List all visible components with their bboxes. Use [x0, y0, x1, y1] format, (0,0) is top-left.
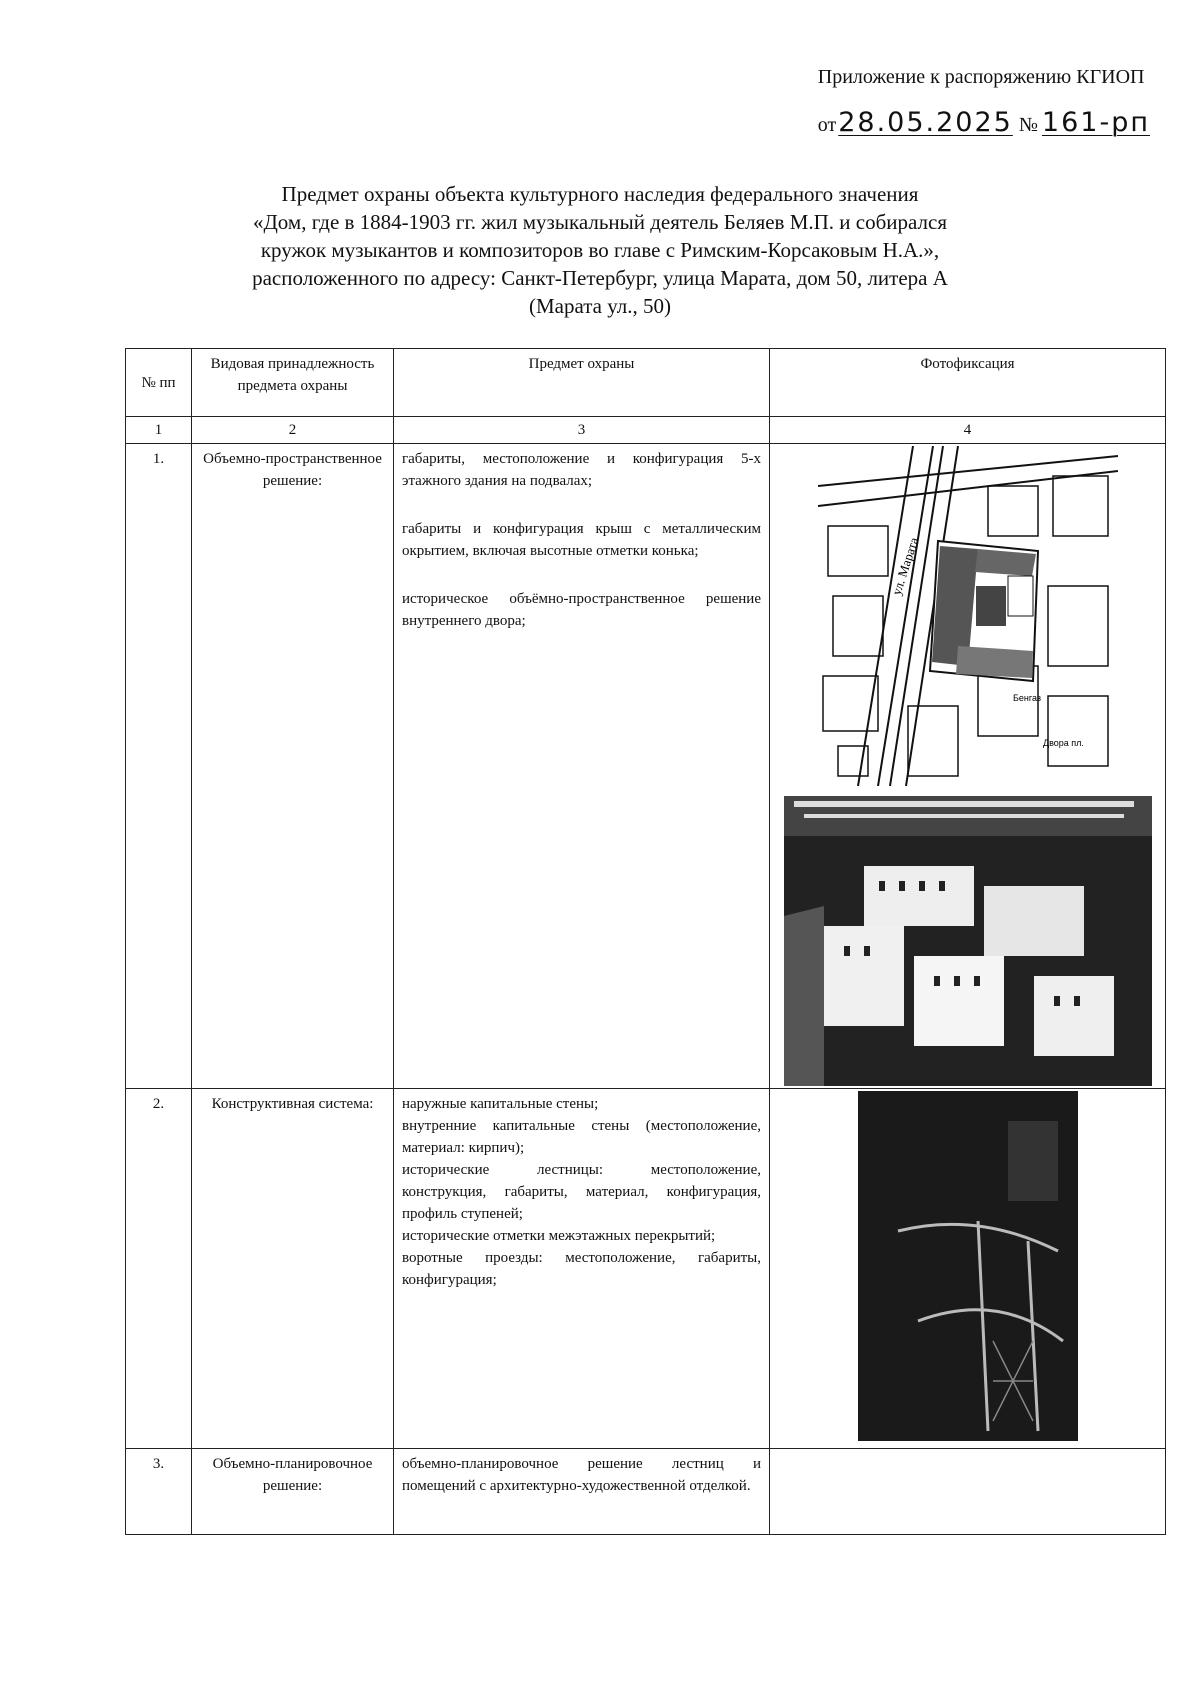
title-line: расположенного по адресу: Санкт-Петербург, улица Марата, дом 50, литера А — [252, 266, 948, 290]
photo-cell — [770, 1449, 1166, 1535]
row-number: 3. — [126, 1449, 192, 1535]
column-number: 1 — [126, 417, 192, 444]
title-line: «Дом, где в 1884-1903 гг. жил музыкальный деятель Беляев М.П. и собирался — [252, 210, 947, 234]
number-prefix: № — [1018, 114, 1038, 136]
subject-item: габариты, местоположение и конфигурация 5-х этажного здания на подвалах; — [402, 451, 761, 489]
staircase-photo-image — [858, 1091, 1078, 1441]
site-map-image — [818, 446, 1118, 786]
photo-cell — [770, 444, 1166, 1089]
row-type: Объемно-пространственное решение: — [192, 444, 394, 1089]
subject-item: воротные проезды: местоположение, габариты, конфигурация; — [402, 1250, 761, 1288]
order-date: 28.05.2025 — [838, 107, 1013, 138]
map-label: Бенгаз — [1012, 693, 1041, 703]
subject-item: исторические лестницы: местоположение, конструкция, габариты, материал, конфигурация, профиль ступеней; — [402, 1162, 761, 1222]
subject-item: историческое объёмно-пространственное решение внутреннего двора; — [402, 591, 761, 629]
order-reference — [818, 107, 1150, 138]
subject-item: объемно-планировочное решение лестниц и помещений с архитектурно-художественной отделкой. — [402, 1456, 761, 1494]
aerial-photo-image — [784, 796, 1152, 1086]
table-row — [126, 1089, 1166, 1449]
subject-item: наружные капитальные стены; — [402, 1096, 599, 1112]
row-subject — [394, 1089, 770, 1449]
table-row — [126, 1449, 1166, 1535]
map-street-label: ул. Марата — [888, 535, 921, 597]
title-line: Предмет охраны объекта культурного наследия федерального значения — [281, 182, 919, 206]
photo-cell — [770, 1089, 1166, 1449]
row-number: 2. — [126, 1089, 192, 1449]
header-photo: Фотофиксация — [770, 349, 1166, 417]
protection-subject-table — [125, 348, 1166, 1535]
table-row — [126, 444, 1166, 1089]
subject-item: исторические отметки межэтажных перекрытий; — [402, 1228, 716, 1244]
appendix-title: Приложение к распоряжению КГИОП — [817, 66, 1145, 88]
order-number: 161-рп — [1041, 107, 1150, 138]
subject-item: внутренние капитальные стены (местоположение, материал: кирпич); — [402, 1118, 761, 1156]
row-type: Объемно-планировочное решение: — [192, 1449, 394, 1535]
column-number: 3 — [394, 417, 770, 444]
header-subject: Предмет охраны — [394, 349, 770, 417]
appendix-header — [818, 66, 1150, 138]
title-line: кружок музыкантов и композиторов во главе с Римским-Корсаковым Н.А.», — [260, 238, 940, 262]
map-label: Двора пл. — [1042, 738, 1084, 748]
header-num: № пп — [126, 349, 192, 417]
date-prefix: от — [817, 114, 837, 136]
column-number: 2 — [192, 417, 394, 444]
row-subject — [394, 1449, 770, 1535]
subject-item: габариты и конфигурация крыш с металлическим окрытием, включая высотные отметки конька; — [402, 521, 761, 559]
row-number: 1. — [126, 444, 192, 1089]
document-title — [200, 180, 1000, 320]
header-type: Видовая принадлежность предмета охраны — [192, 349, 394, 417]
column-number-row — [126, 417, 1166, 444]
row-type: Конструктивная система: — [192, 1089, 394, 1449]
title-line: (Марата ул., 50) — [528, 294, 672, 318]
table-header-row — [126, 349, 1166, 417]
column-number: 4 — [770, 417, 1166, 444]
row-subject — [394, 444, 770, 1089]
